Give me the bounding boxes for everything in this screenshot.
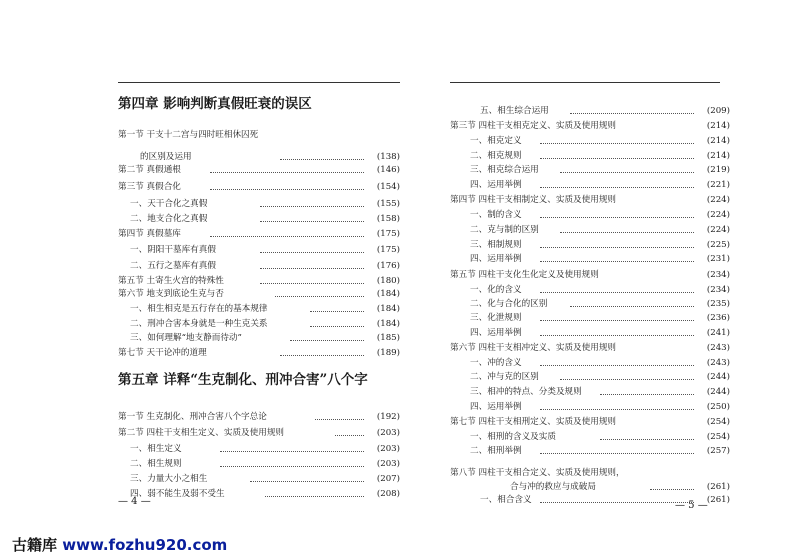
toc-leader-dots (540, 292, 694, 293)
toc-entry (110, 331, 400, 345)
toc-entry (450, 193, 730, 207)
toc-entry (110, 410, 400, 424)
toc-entry-title: 合与冲的救应与成破局 (510, 482, 596, 492)
page-number: — 5 — (675, 500, 708, 511)
chapter-5-title: 第五章 详释“生克制化、刑冲合害”八个字 (118, 372, 368, 388)
toc-entry-page: (175) (376, 245, 400, 255)
toc-entry-title: 三、化泄规则 (470, 313, 522, 323)
toc-entry (110, 150, 400, 164)
toc-entry (450, 134, 730, 148)
toc-entry-page: (221) (706, 180, 730, 190)
toc-entry (110, 163, 400, 177)
toc-entry (450, 480, 730, 494)
toc-entry-page: (236) (706, 313, 730, 323)
toc-entry (110, 180, 400, 194)
toc-leader-dots (540, 143, 694, 144)
toc-entry-page: (155) (376, 199, 400, 209)
toc-entry (450, 208, 730, 222)
toc-entry-page: (185) (376, 333, 400, 343)
toc-entry-page: (146) (376, 165, 400, 175)
toc-entry-title: 一、相刑的含义及实质 (470, 432, 556, 442)
toc-leader-dots (570, 306, 694, 307)
toc-entry-page: (138) (376, 152, 400, 162)
toc-entry-page: (209) (706, 106, 730, 116)
toc-entry (450, 370, 730, 384)
toc-entry-title: 一、相合含义 (480, 495, 532, 505)
toc-leader-dots (600, 439, 694, 440)
toc-leader-dots (540, 217, 694, 218)
toc-entry-title: 第一节 干支十二宫与四时旺相休囚死 (118, 130, 259, 140)
toc-entry-page: (180) (376, 276, 400, 286)
toc-entry-title: 一、相生定义 (130, 444, 182, 454)
toc-leader-dots (540, 453, 694, 454)
toc-entry-page: (192) (376, 412, 400, 422)
toc-entry-title: 第八节 四柱干支相合定义、实质及使用规则， (450, 468, 625, 478)
toc-leader-dots (540, 187, 694, 188)
toc-entry-title: 一、相生相克是五行存在的基本规律 (130, 304, 268, 314)
toc-entry (110, 487, 400, 501)
toc-entry (110, 212, 400, 226)
toc-entry (110, 287, 400, 301)
toc-leader-dots (540, 365, 694, 366)
toc-entry (450, 311, 730, 325)
toc-leader-dots (220, 451, 364, 452)
toc-leader-dots (540, 409, 694, 410)
toc-entry (110, 274, 400, 288)
toc-entry-page: (235) (706, 299, 730, 309)
toc-entry-title: 第四节 真假墓库 (118, 229, 181, 239)
toc-entry-title: 一、制的含义 (470, 210, 522, 220)
toc-entry (450, 238, 730, 252)
toc-entry-page: (261) (706, 482, 730, 492)
toc-entry (450, 163, 730, 177)
toc-leader-dots (560, 172, 694, 173)
toc-entry-title: 一、冲的含义 (470, 358, 522, 368)
chapter-4-title: 第四章 影响判断真假旺衰的误区 (118, 96, 312, 112)
toc-entry-title: 二、地支合化之真假 (130, 214, 208, 224)
toc-entry-title: 一、天干合化之真假 (130, 199, 208, 209)
toc-entry (450, 415, 730, 429)
toc-entry-title: 第二节 真假通根 (118, 165, 181, 175)
toc-leader-dots (600, 394, 694, 395)
toc-entry-page: (214) (706, 136, 730, 146)
top-rule (118, 82, 400, 83)
toc-leader-dots (280, 355, 364, 356)
toc-entry (110, 317, 400, 331)
toc-entry (110, 197, 400, 211)
toc-entry-page: (158) (376, 214, 400, 224)
toc-entry-title: 一、化的含义 (470, 285, 522, 295)
toc-entry-page: (224) (706, 210, 730, 220)
toc-entry-page: (203) (376, 428, 400, 438)
toc-entry-title: 的区别及运用 (140, 152, 192, 162)
toc-entry-title: 第五节 土寄生火宫的特殊性 (118, 276, 224, 286)
toc-entry-title: 第七节 天干论冲的道理 (118, 348, 207, 358)
toc-entry-page: (184) (376, 304, 400, 314)
toc-entry-page: (203) (376, 444, 400, 454)
toc-leader-dots (540, 247, 694, 248)
toc-entry-title: 二、五行之墓库有真假 (130, 261, 216, 271)
toc-leader-dots (310, 311, 364, 312)
toc-entry-page: (189) (376, 348, 400, 358)
toc-entry-page: (184) (376, 319, 400, 329)
toc-entry-title: 一、相克定义 (470, 136, 522, 146)
toc-leader-dots (210, 189, 364, 190)
toc-entry (450, 268, 730, 282)
toc-entry (450, 297, 730, 311)
toc-entry-page: (214) (706, 151, 730, 161)
toc-leader-dots (315, 419, 364, 420)
toc-entry (110, 426, 400, 440)
toc-entry-title: 第六节 地支到底论生克与否 (118, 289, 224, 299)
toc-leader-dots (540, 335, 694, 336)
toc-entry (450, 385, 730, 399)
toc-entry-title: 四、弱不能生及弱不受生 (130, 489, 225, 499)
toc-leader-dots (540, 320, 694, 321)
toc-leader-dots (210, 236, 364, 237)
toc-entry-title: 第四节 四柱干支相制定义、实质及使用规则 (450, 195, 617, 205)
toc-leader-dots (335, 435, 364, 436)
toc-leader-dots (560, 232, 694, 233)
toc-leader-dots (275, 296, 364, 297)
toc-entry (110, 346, 400, 360)
toc-entry-page: (244) (706, 372, 730, 382)
toc-entry-page: (244) (706, 387, 730, 397)
toc-entry-title: 三、力量大小之相生 (130, 474, 208, 484)
toc-entry (450, 444, 730, 458)
toc-leader-dots (260, 221, 364, 222)
toc-entry-title: 二、相克规则 (470, 151, 522, 161)
toc-entry-page: (214) (706, 121, 730, 131)
toc-entry-page: (254) (706, 432, 730, 442)
toc-entry (450, 223, 730, 237)
toc-entry-page: (231) (706, 254, 730, 264)
toc-entry-page: (207) (376, 474, 400, 484)
toc-entry-title: 第五节 四柱干支化生化定义及使用规则 (450, 270, 599, 280)
site-name: 古籍库 (12, 536, 58, 554)
toc-entry (110, 259, 400, 273)
toc-entry (450, 341, 730, 355)
toc-entry (110, 472, 400, 486)
toc-entry-title: 第三节 四柱干支相克定义、实质及使用规则 (450, 121, 617, 131)
toc-entry-page: (243) (706, 358, 730, 368)
toc-entry-page: (203) (376, 459, 400, 469)
toc-entry-title: 二、克与制的区别 (470, 225, 539, 235)
toc-entry-page: (225) (706, 240, 730, 250)
watermark-footer (0, 531, 793, 557)
toc-entry-title: 一、阴阳干墓库有真假 (130, 245, 216, 255)
toc-entry-title: 五、相生综合运用 (480, 106, 549, 116)
toc-entry-page: (219) (706, 165, 730, 175)
toc-entry-title: 四、运用举例 (470, 328, 522, 338)
toc-entry (450, 356, 730, 370)
toc-leader-dots (210, 172, 364, 173)
top-rule (450, 82, 720, 83)
toc-entry (450, 119, 730, 133)
toc-entry-title: 二、刑冲合害本身就是一种生克关系 (130, 319, 268, 329)
toc-entry (110, 457, 400, 471)
toc-entry (110, 442, 400, 456)
toc-leader-dots (260, 283, 364, 284)
toc-entry (450, 178, 730, 192)
toc-leader-dots (570, 113, 694, 114)
toc-entry (110, 302, 400, 316)
toc-entry-page: (234) (706, 285, 730, 295)
toc-entry-title: 第一节 生克制化、刑冲合害八个字总论 (118, 412, 267, 422)
toc-entry-page: (234) (706, 270, 730, 280)
toc-entry-title: 二、化与合化的区别 (470, 299, 548, 309)
toc-entry (110, 128, 400, 142)
toc-leader-dots (540, 158, 694, 159)
toc-leader-dots (260, 206, 364, 207)
toc-entry-page: (224) (706, 225, 730, 235)
toc-entry-title: 四、运用举例 (470, 254, 522, 264)
toc-entry-title: 二、冲与克的区别 (470, 372, 539, 382)
toc-leader-dots (290, 340, 364, 341)
toc-entry (450, 283, 730, 297)
toc-entry-title: 四、运用举例 (470, 402, 522, 412)
toc-entry-page: (243) (706, 343, 730, 353)
toc-entry (450, 326, 730, 340)
toc-entry-page: (241) (706, 328, 730, 338)
site-url: www.fozhu920.com (62, 536, 228, 554)
toc-entry-page: (176) (376, 261, 400, 271)
toc-entry-page: (224) (706, 195, 730, 205)
toc-entry-page: (254) (706, 417, 730, 427)
toc-entry-page: (261) (706, 495, 730, 505)
toc-leader-dots (260, 252, 364, 253)
toc-entry (450, 430, 730, 444)
toc-entry (450, 400, 730, 414)
toc-entry-title: 三、相制规则 (470, 240, 522, 250)
toc-leader-dots (265, 496, 364, 497)
right-page (450, 0, 730, 520)
toc-leader-dots (260, 268, 364, 269)
toc-entry-page: (175) (376, 229, 400, 239)
toc-entry (450, 252, 730, 266)
toc-entry-page: (257) (706, 446, 730, 456)
toc-entry-title: 二、相生规则 (130, 459, 182, 469)
toc-leader-dots (540, 502, 694, 503)
toc-leader-dots (220, 466, 364, 467)
toc-entry-page: (250) (706, 402, 730, 412)
toc-leader-dots (560, 379, 694, 380)
toc-leader-dots (250, 481, 364, 482)
toc-leader-dots (540, 261, 694, 262)
toc-entry-page: (154) (376, 182, 400, 192)
toc-entry (450, 149, 730, 163)
toc-entry-title: 四、运用举例 (470, 180, 522, 190)
toc-entry (110, 243, 400, 257)
toc-leader-dots (280, 159, 364, 160)
toc-entry-title: 三、如何理解“地支静而待动” (130, 333, 242, 343)
watermark-text (12, 534, 227, 555)
toc-entry (110, 227, 400, 241)
toc-leader-dots (650, 489, 694, 490)
toc-entry-page: (184) (376, 289, 400, 299)
left-page (110, 0, 400, 520)
toc-entry-title: 三、相克综合运用 (470, 165, 539, 175)
toc-entry-title: 第三节 真假合化 (118, 182, 181, 192)
toc-entry-title: 二、相刑举例 (470, 446, 522, 456)
toc-entry (450, 104, 730, 118)
toc-leader-dots (310, 326, 364, 327)
toc-entry-title: 第七节 四柱干支相刑定义、实质及使用规则 (450, 417, 617, 427)
toc-entry-page: (208) (376, 489, 400, 499)
toc-entry (450, 466, 730, 480)
toc-entry-title: 第六节 四柱干支相冲定义、实质及使用规则 (450, 343, 617, 353)
page-number: — 4 — (118, 496, 151, 507)
toc-entry-title: 三、相冲的特点、分类及规则 (470, 387, 582, 397)
toc-entry-title: 第二节 四柱干支相生定义、实质及使用规则 (118, 428, 285, 438)
